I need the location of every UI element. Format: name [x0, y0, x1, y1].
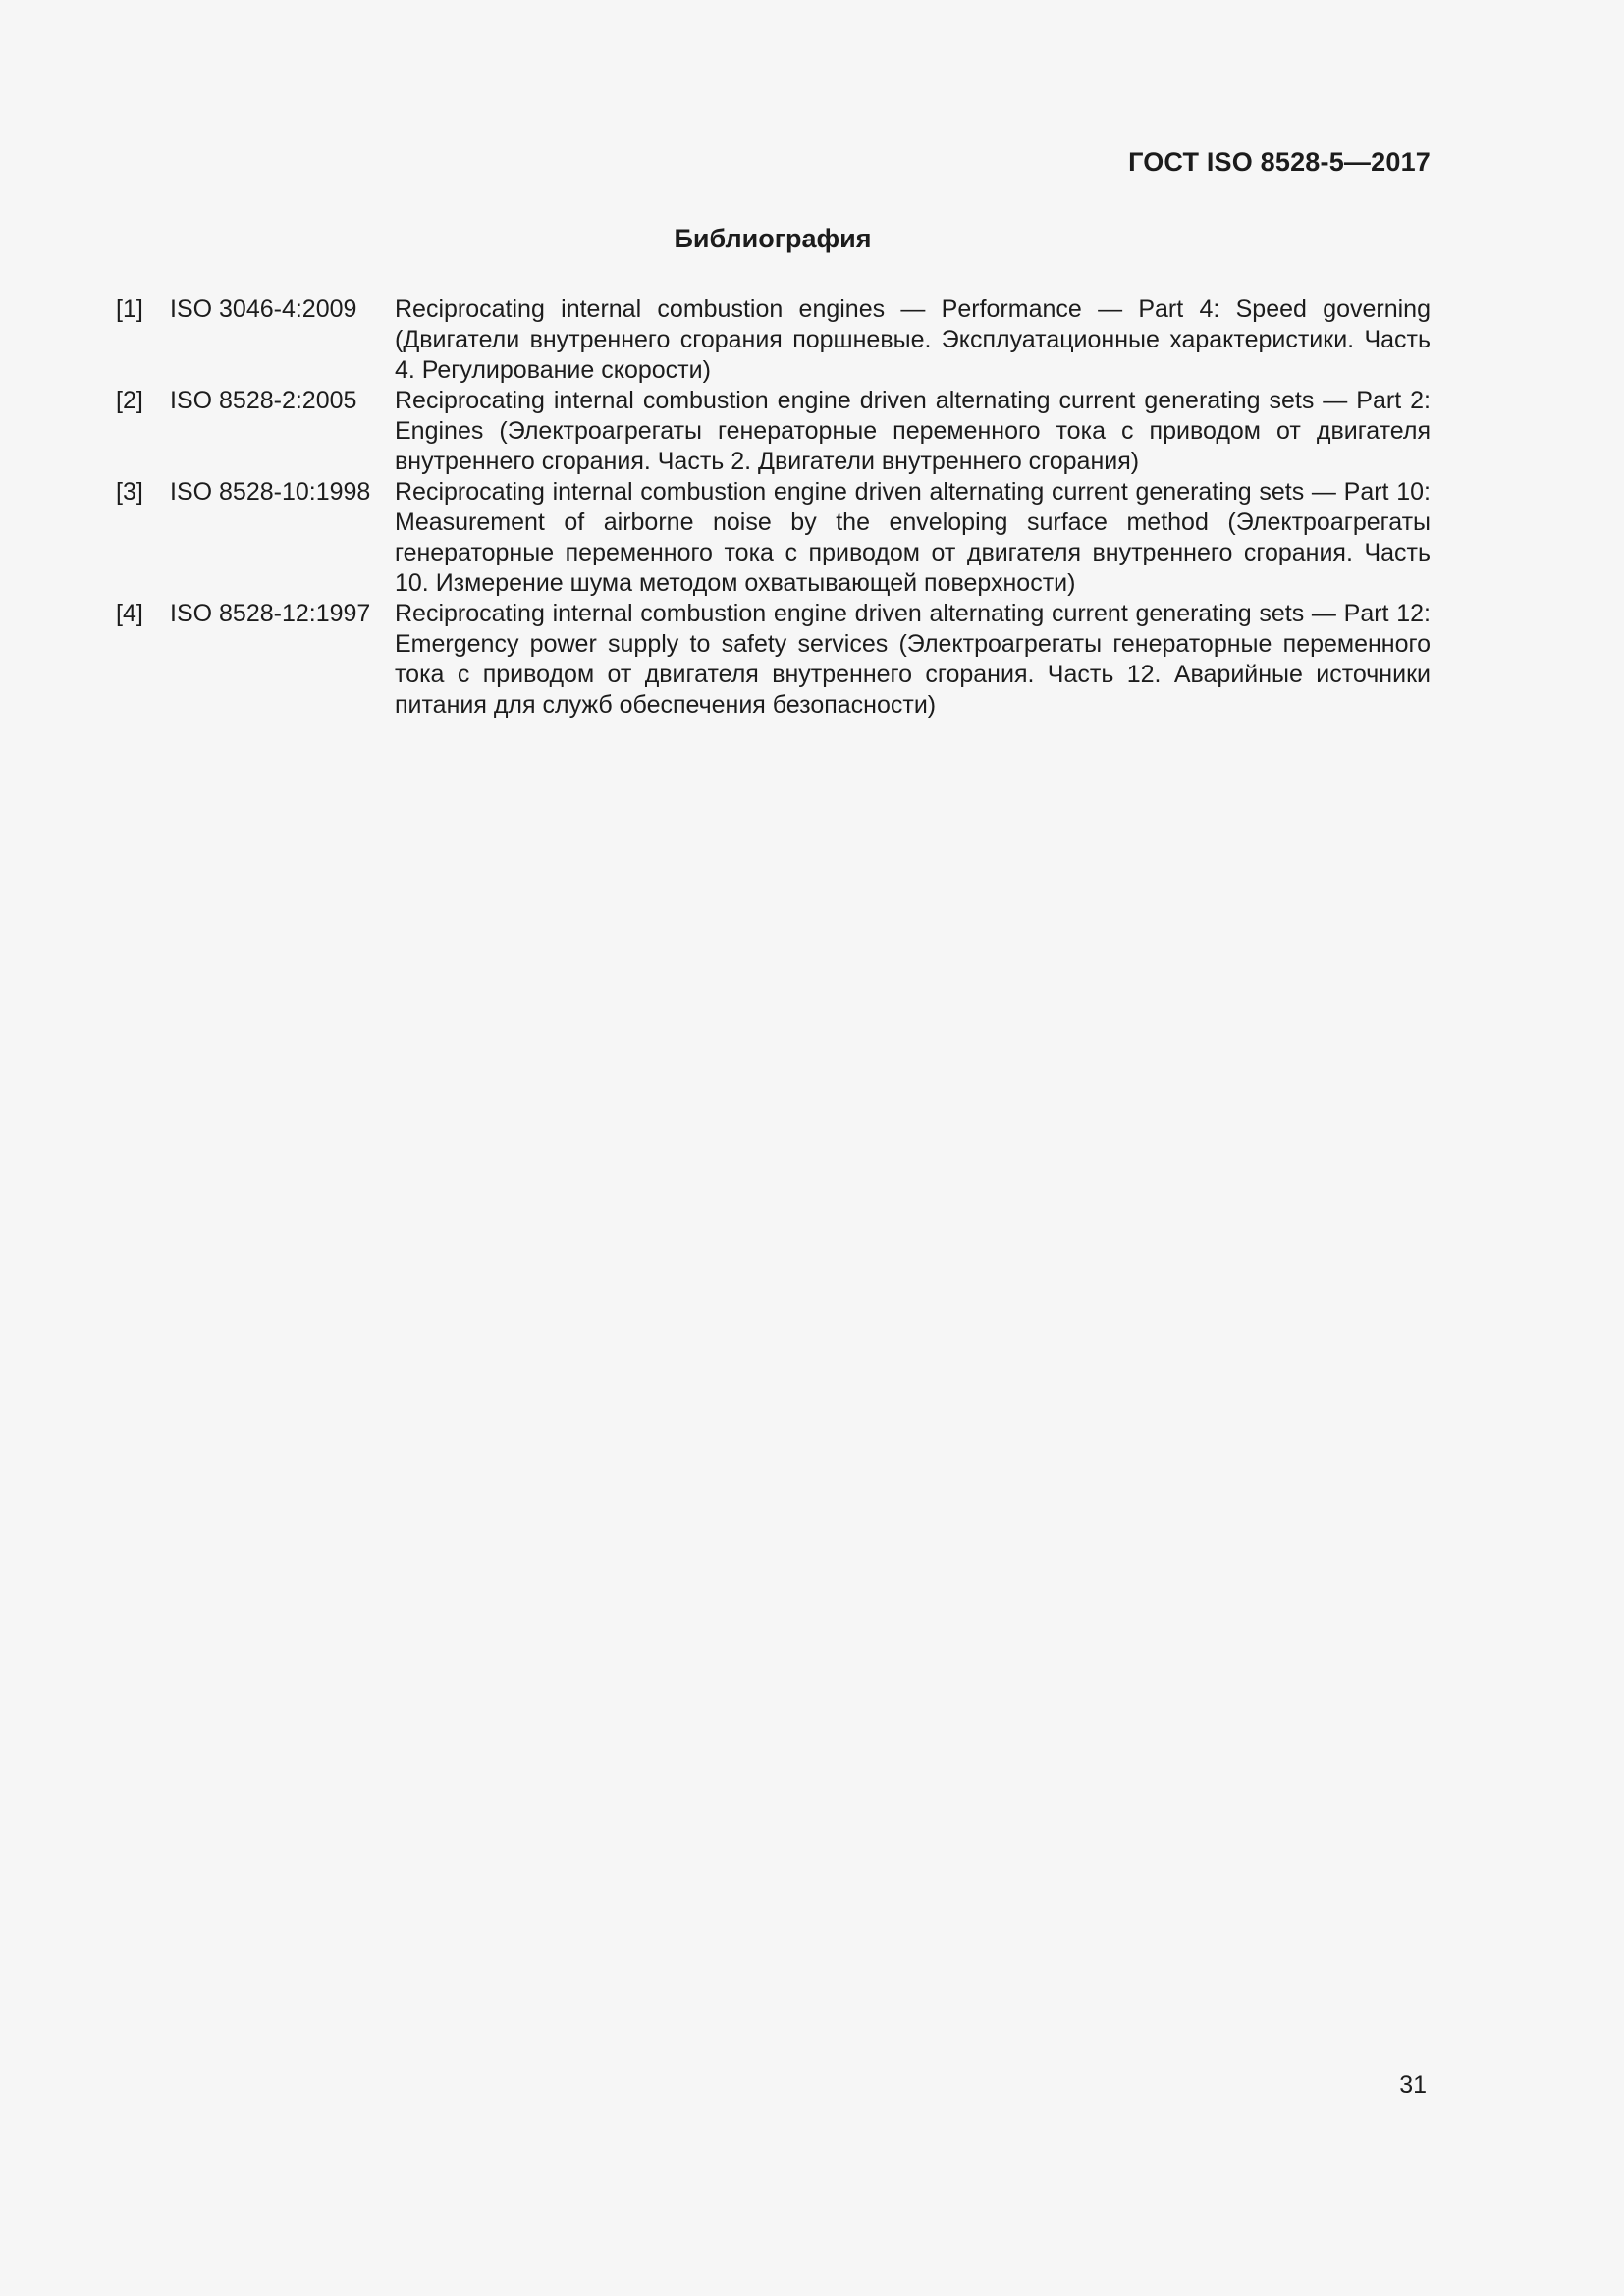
bibliography-list [116, 294, 1431, 721]
page-number: 31 [1399, 2071, 1427, 2099]
entry-number: [1] [116, 295, 143, 323]
entry-standard-code: ISO 3046-4:2009 [170, 295, 357, 323]
entry-standard-code: ISO 8528-10:1998 [170, 478, 371, 506]
bibliography-entry [116, 294, 1431, 386]
entry-number: [3] [116, 478, 143, 506]
section-title: Библиография [674, 224, 872, 253]
entry-description: Reciprocating internal combustion engine driven alternating current generating sets — Part 10: Measurement of airborne noise by the enveloping surface method (Электроагрегаты генераторные переменного тока с приводом от двигателя внутреннего сгорания. Часть 10. Измерение шума методом охватывающей поверхности) [395, 478, 1431, 597]
entry-description: Reciprocating internal combustion engines — Performance — Part 4: Speed governing (Двигатели внутреннего сгорания поршневые. Эксплуатационные характеристики. Часть 4. Регулирование скорости) [395, 295, 1431, 384]
entry-number: [4] [116, 600, 143, 627]
entry-standard-code: ISO 8528-12:1997 [170, 600, 371, 627]
entry-description: Reciprocating internal combustion engine driven alternating current generating sets — Part 2: Engines (Электроагрегаты генераторные переменного тока с приводом от двигателя внутреннего сгорания. Часть 2. Двигатели внутреннего сгорания) [395, 387, 1431, 475]
entry-standard-code: ISO 8528-2:2005 [170, 387, 357, 414]
entry-description: Reciprocating internal combustion engine driven alternating current generating sets — Part 12: Emergency power supply to safety services (Электроагрегаты генераторные переменного тока с приводом от двигателя внутреннего сгорания. Часть 12. Аварийные источники питания для служб обеспечения безопасности) [395, 600, 1431, 719]
bibliography-entry [116, 477, 1431, 599]
bibliography-entry [116, 386, 1431, 477]
document-header: ГОСТ ISO 8528-5—2017 [1128, 147, 1431, 177]
bibliography-entry [116, 599, 1431, 721]
entry-number: [2] [116, 387, 143, 414]
